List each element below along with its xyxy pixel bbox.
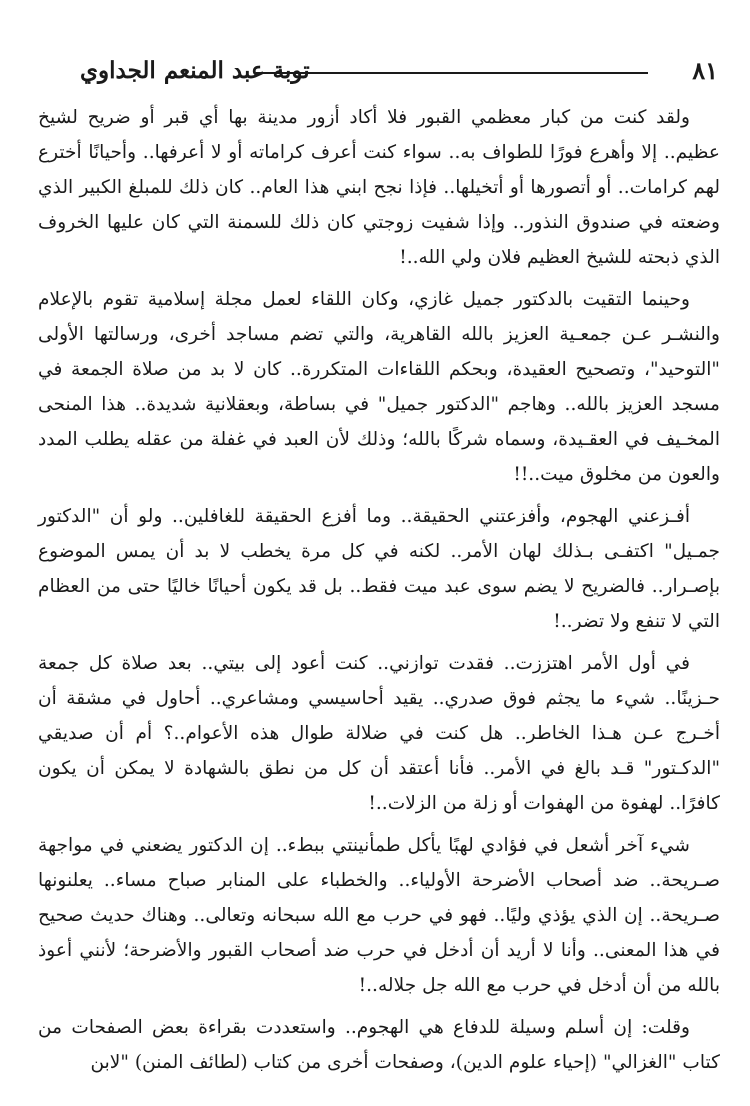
paragraph-3: أفـزعني الهجوم، وأفزعتني الحقيقة.. وما أفزع الحقيقة للغافلين.. ولو أن "الدكتور جمـيل" اكتفـى بـذلك لهان الأمر.. لكنه في كل مرة يخطب لا بد أن يمس الموضوع بإصـرار.. فالضريح لا يضم سوى عبد ميت فقط.. بل قد يكون أحيانًا خاليًا حتى من العظام التي لا تنفع ولا تضر..!: [38, 506, 720, 632]
body-text: [38, 100, 720, 1087]
header-rule: [256, 72, 648, 74]
paragraph-1: ولقد كنت من كبار معظمي القبور فلا أكاد أزور مدينة بها أي قبر أو ضريح لشيخ عظيم.. إلا وأهرع فورًا للطواف به.. سواء كنت أعرف كراماته أو لا أعرفها.. وأحيانًا أخترع لهم كرامات.. أو أتصورها أو أتخيلها.. فإذا نجح ابني هذا العام.. كان ذلك للمبلغ الكبير الذي وضعته في صندوق النذور.. وإذا شفيت زوجتي كان ذلك للسمنة التي كان عليها الخروف الذي ذبحته للشيخ العظيم فلان ولي الله..!: [38, 107, 720, 268]
page-header: [80, 52, 718, 88]
paragraph-4: في أول الأمر اهتززت.. فقدت توازني.. كنت أعود إلى بيتي.. بعد صلاة كل جمعة حـزينًا.. شيء ما يجثم فوق صدري.. يقيد أحاسيسي ومشاعري.. أحاول في مشقة أن أخـرج عـن هـذا الخاطر.. هل كنت في ضلالة طوال هذه الأعوام..؟ أم أن صديقي "الدكـتور" قـد بالغ في الأمر.. فأنا أعتقد أن كل من نطق بالشهادة لا يمكن أن يكون كافرًا.. لهفوة من الهفوات أو زلة من الزلات..!: [38, 653, 720, 814]
paragraph-5: شيء آخر أشعل في فؤادي لهبًا يأكل طمأنينتي ببطء.. إن الدكتور يضعني في مواجهة صـريحة.. ضد أصحاب الأضرحة الأولياء.. والخطباء على المنابر صباح مساء.. يعلنونها صـريحة.. إن الذي يؤذي وليًا.. فهو في حرب مع الله سبحانه وتعالى.. وهناك حديث صحيح في هذا المعنى.. وأنا لا أريد أن أدخل في حرب ضد أصحاب القبور والأضرحة؛ لأنني أعوذ بالله من أن أدخل في حرب مع الله جل جلاله..!: [38, 835, 720, 996]
running-title: توبة عبد المنعم الجداوي: [80, 56, 310, 84]
page-number: ٨١: [692, 55, 718, 85]
paragraph-2: وحينما التقيت بالدكتور جميل غازي، وكان اللقاء لعمل مجلة إسلامية تقوم بالإعلام والنشـر عـن جمعـية العزيز بالله القاهرية، والتي تضم مساجد أخرى، ورسالتها الأولى "التوحيد"، وتصحيح العقيدة، وبحكم اللقاءات المتكررة.. كان لا بد من صلاة الجمعة في مسجد العزيز بالله.. وهاجم "الدكتور جميل" في بساطة، وبعقلانية شديدة.. هذا المنحى المخـيف في العقـيدة، وسماه شركًا بالله؛ وذلك لأن العبد في غفلة من عقله يطلب المدد والعون من مخلوق ميت..!!: [38, 289, 720, 485]
paragraph-6: وقلت: إن أسلم وسيلة للدفاع هي الهجوم.. واستعددت بقراءة بعض الصفحات من كتاب "الغزالي" (إحياء علوم الدين)، وصفحات أخرى من كتاب (لطائف المنن) "لابن: [38, 1017, 720, 1073]
